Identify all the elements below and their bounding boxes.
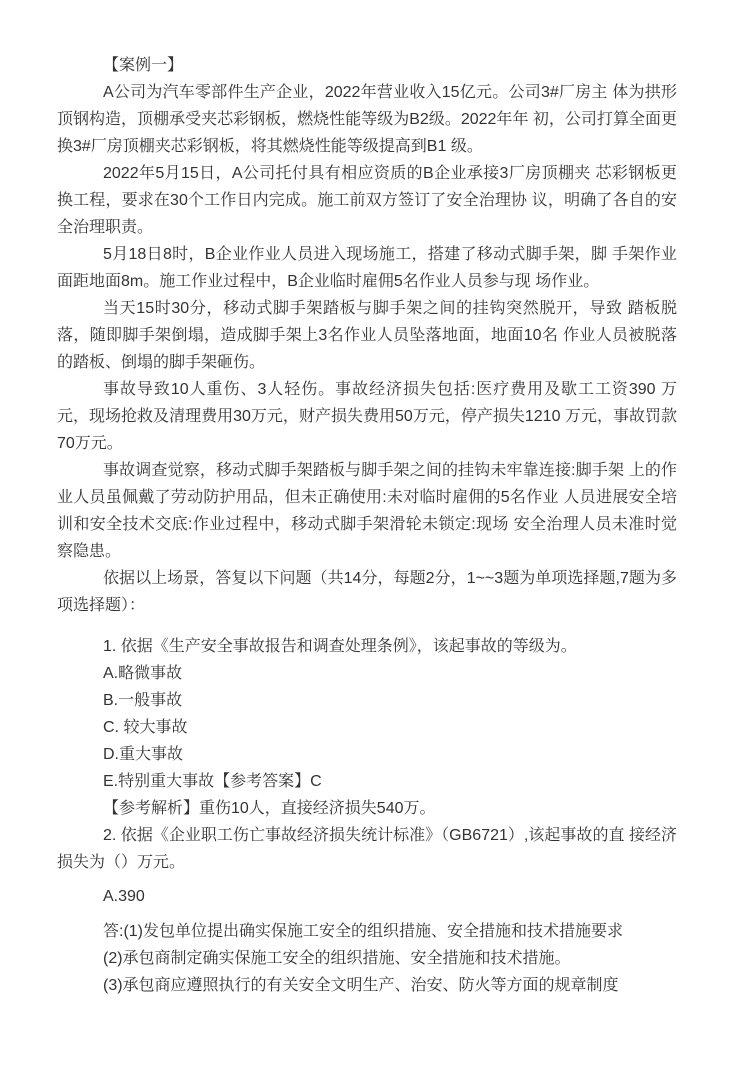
blank-line-spacer — [57, 619, 677, 633]
case-paragraph-5: 事故导致10人重伤、3人轻伤。事故经济损失包括:医疗费用及歇工工资390 万元，现场抢救及清理费用30万元，财产损失费用50万元，停产损失1210 万元，事故罚款70万元。 — [57, 381, 677, 452]
question-1-analysis: 【参考解析】重伤10人，直接经济损失540万。 — [103, 800, 436, 817]
question-2-option-a: A.390 — [103, 888, 145, 905]
question-1-option-a: A.略微事故 — [103, 665, 183, 682]
question-instructions: 依据以上场景，答复以下问题（共14分，每题2分，1~~3题为单项选择题,7题为多项选择题）： — [57, 570, 677, 614]
case-paragraph-3: 5月18日8时，B企业作业人员进入现场施工，搭建了移动式脚手架，脚 手架作业面距地面8m。施工作业过程中，B企业临时雇佣5名作业人员参与现 场作业。 — [57, 246, 677, 290]
case-paragraph-6: 事故调查觉察，移动式脚手架踏板与脚手架之间的挂钩未牢靠连接:脚手架 上的作业人员虽佩戴了劳动防护用品，但未正确使用:未对临时雇佣的5名作业 人员进展安全培训和安全技术交底:作业过程中，移动式脚手架滑轮未锁定:现场 安全治理人员未准时觉察隐患。 — [57, 462, 677, 560]
case-paragraph-1: A公司为汽车零部件生产企业，2022年营业收入15亿元。公司3#厂房主 体为拱形顶钢构造，顶棚承受夹芯彩钢板，燃烧性能等级为B2级。2022年年 初，公司打算全面更换3#厂房顶棚夹芯彩钢板，将其燃烧性能等级提高到B1 级。 — [57, 84, 677, 155]
case-paragraph-2: 2022年5月15日，A公司托付具有相应资质的B企业承接3厂房顶棚夹 芯彩钢板更换工程，要求在30个工作日内完成。施工前双方签订了安全治理协 议，明确了各自的安全治理职责。 — [57, 165, 677, 236]
case-paragraph-4: 当天15时30分，移动式脚手架踏板与脚手架之间的挂钩突然脱开，导致 踏板脱落，随即脚手架倒塌，造成脚手架上3名作业人员坠落地面，地面10名 作业人员被脱落的踏板、倒塌的脚手架砸伤。 — [57, 300, 677, 371]
question-1-stem: 1. 依据《生产安全事故报告和调查处理条例》，该起事故的等级为。 — [103, 638, 577, 655]
question-1-option-d: D.重大事故 — [103, 746, 184, 763]
question-2-stem: 2. 依据《企业职工伤亡事故经济损失统计标准》（GB6721）,该起事故的直 接经济损失为（）万元。 — [57, 827, 677, 871]
question-1-option-b: B.一般事故 — [103, 692, 183, 709]
case-title: 【案例一】 — [103, 57, 184, 74]
question-1-option-c: C. 较大事故 — [103, 719, 188, 736]
question-2-answer-line-1: 答:(1)发包单位提出确实保施工安全的组织措施、安全措施和技术措施要求 — [103, 923, 624, 940]
question-2-answer-line-2: (2)承包商制定确实保施工安全的组织措施、安全措施和技术措施。 — [103, 950, 571, 967]
question-2-answer-line-3: (3)承包商应遵照执行的有关安全文明生产、治安、防火等方面的规章制度 — [103, 977, 619, 994]
question-1-option-e-with-answer: E.特别重大事故【参考答案】C — [103, 773, 322, 790]
